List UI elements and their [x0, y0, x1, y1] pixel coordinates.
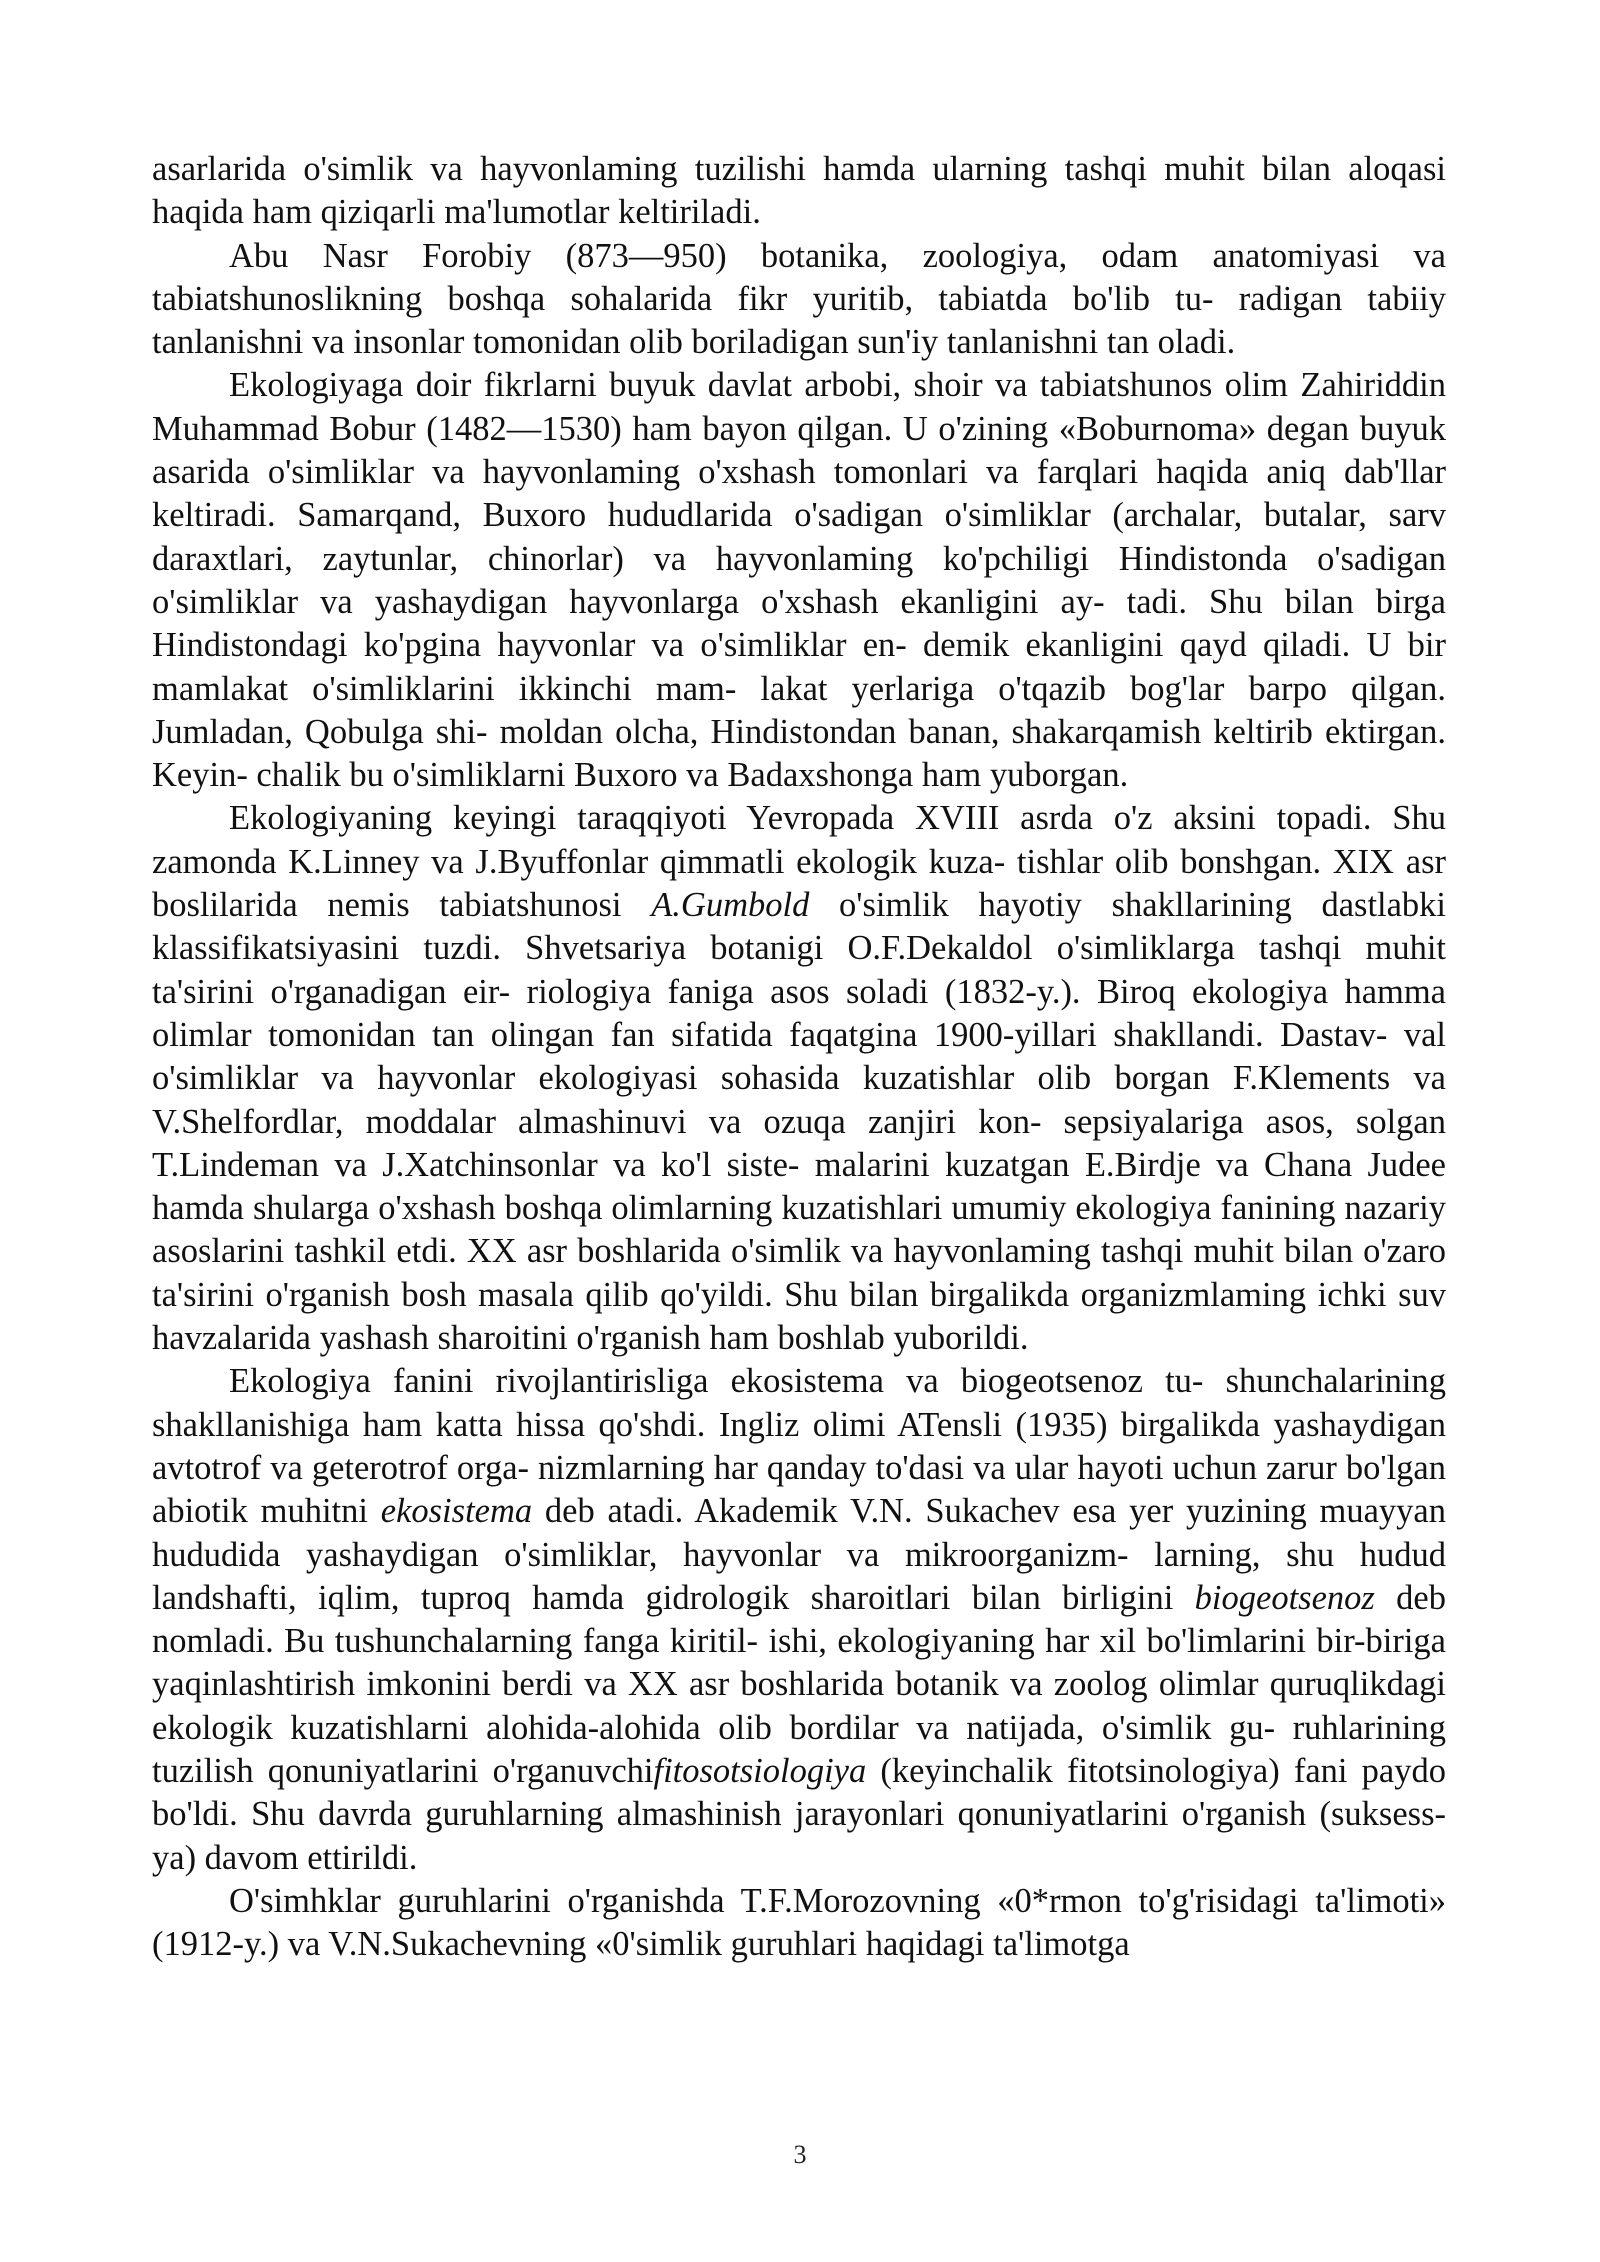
paragraph-4-text-b: o'simlik hayotiy shakllarining dastlabki klassifikatsiyasini tuzdi. Shvetsariya botanigi O.F.Dekaldol o'simliklarga tashqi muhit ta'sirini o'rganadigan eir- riologiya faniga asos soladi (1832-y.). Biroq ekologiya hamma olimlar tomonidan tan olingan fan sifatida faqatgina 1900-yillari shakllandi. Dastav- val o'simliklar va hayvonlar ekologiyasi sohasida kuzatishlar olib borgan F.Klements va V.Shelfordlar, moddalar almashinuvi va ozuqa zanjiri kon- sepsiyalariga asos, solgan T.Lindeman va J.Xatchinsonlar va ko'l siste- malarini kuzatgan E.Birdje va Chana Judee hamda shularga o'xshash boshqa olimlarning kuzatishlari umumiy ekologiya fanining nazariy asoslarini tashkil etdi. XX asr boshlarida o'simlik va hayvonlaming tashqi muhit bilan o'zaro ta'sirini o'rganish bosh masala qilib qo'yildi. Shu bilan birgalikda organizmlaming ichki suv havzalarida yashash sharoitini o'rganish ham boshlab yuborildi.	[152, 886, 1447, 1358]
term-biogeotsenoz: biogeotsenoz	[1194, 1578, 1375, 1617]
term-fitosotsiologiya: fitosotsiologiya	[653, 1751, 867, 1790]
term-ekosistema: ekosistema	[380, 1492, 533, 1531]
paragraph-5	[152, 1360, 1446, 1880]
paragraph-5-text-b: deb atadi. Akademik V.N. Sukachev esa yer yuzining muayyan hududida yashaydigan o'simliklar, hayvonlar va mikroorganizm- larning, shu hudud landshafti, iqlim, tuproq hamda gidrologik sharoitlari bilan birligini	[152, 1492, 1446, 1617]
paragraph-5-text-d: (keyinchalik fitotsinologiya) fani paydo bo'ldi. Shu davrda guruhlarning almashinish jarayonlari qonuniyatlarini o'rganish (suksess-ya) davom ettirildi.	[152, 1751, 1446, 1877]
paragraph-2: Abu Nasr Forobiy (873—950) botanika, zoologiya, odam anatomiyasi va tabiatshunoslikning boshqa sohalarida fikr yuritib, tabiatda bo'lib tu- radigan tabiiy tanlanishni va insonlar tomonidan olib boriladigan sun'iy tanlanishni tan oladi.	[152, 236, 1446, 362]
paragraph-4	[152, 797, 1446, 1360]
paragraph-5-text-c: deb nomladi. Bu tushunchalarning fanga kiritil- ishi, ekologiyaning har xil bo'limlarini bir-biriga yaqinlashtirish imkonini berdi va XX asr boshlarida botanik va zoolog olimlar quruqlikdagi ekologik kuzatishlarni alohida-alohida olib bordilar va natijada, o'simlik gu- ruhlarining tuzilish qonuniyatlarini o'rganuvchi	[152, 1578, 1446, 1790]
paragraph-5-text-a: Ekologiya fanini rivojlantirisliga ekosistema va biogeotsenoz tu- shunchalarining shakllanishiga ham katta hissa qo'shdi. Ingliz olimi ATensli (1935) birgalikda yashaydigan avtotrof va geterotrof orga- nizmlarning har qanday to'dasi va ular hayoti uchun zarur bo'lgan abiotik muhitni	[152, 1362, 1446, 1531]
paragraph-3: Ekologiyaga doir fikrlarni buyuk davlat arbobi, shoir va tabiatshunos olim Zahiriddin Muhammad Bobur (1482—1530) ham bayon qilgan. U o'zining «Boburnoma» degan buyuk asarida o'simliklar va hayvonlaming o'xshash tomonlari va farqlari haqida aniq dab'llar keltiradi. Samarqand, Buxoro hududlarida o'sadigan o'simliklar (archalar, butalar, sarv daraxtlari, zaytunlar, chinorlar) va hayvonlaming ko'pchiligi Hindistonda o'sadigan o'simliklar va yashaydigan hayvonlarga o'xshash ekanligini ay- tadi. Shu bilan birga Hindistondagi ko'pgina hayvonlar va o'simliklar en- demik ekanligini qayd qiladi. U bir mamlakat o'simliklarini ikkinchi mam- lakat yerlariga o'tqazib bog'lar barpo qilgan. Jumladan, Qobulga shi- moldan olcha, Hindistondan banan, shakarqamish keltirib ektirgan. Keyin- chalik bu o'simliklarni Buxoro va Badaxshonga ham yuborgan.	[152, 366, 1446, 795]
term-gumbold: A.Gumbold	[651, 886, 810, 925]
paragraph-1: asarlarida o'simlik va hayvonlaming tuzilishi hamda ularning tashqi muhit bilan aloqasi haqida ham qiziqarli ma'lumotlar keltiriladi.	[152, 150, 1446, 232]
paragraph-6: O'simhklar guruhlarini o'rganishda T.F.Morozovning «0*rmon to'g'risidagi ta'limoti» (1912-y.) va V.N.Sukachevning «0'simlik guruhlari haqidagi ta'limotga	[152, 1881, 1446, 1964]
page-number: 3	[793, 2140, 807, 2169]
paragraph-4-text-a: Ekologiyaning keyingi taraqqiyoti Yevropada XVIII asrda o'z aksini topadi. Shu zamonda K.Linney va J.Byuffonlar qimmatli ekologik kuza- tishlar olib bonshgan. XIX asr boslilarida nemis tabiatshunosi	[152, 799, 1446, 925]
document-body	[152, 148, 1446, 1966]
